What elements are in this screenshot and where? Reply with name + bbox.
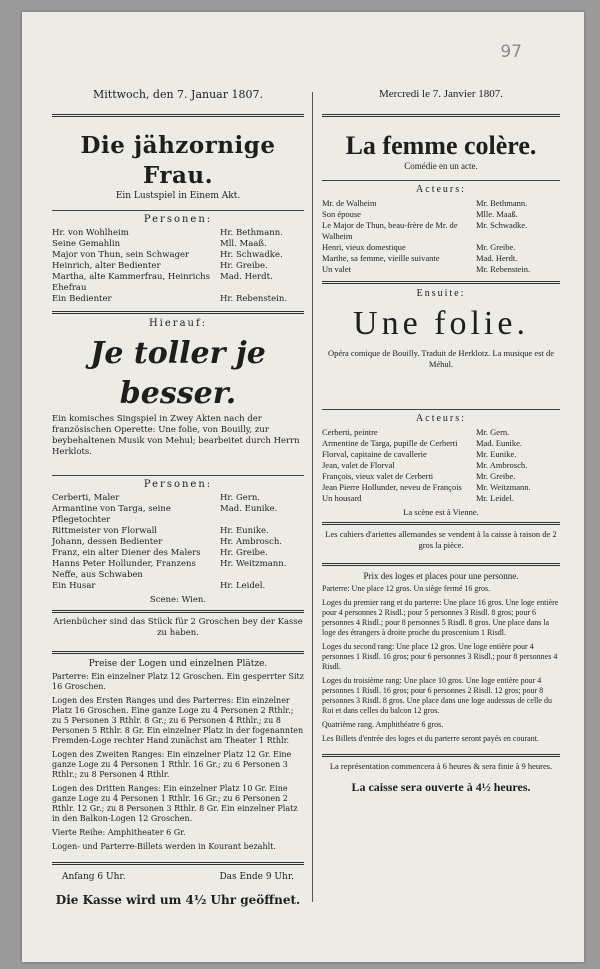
- german-date: Mittwoch, den 7. Januar 1807.: [93, 88, 263, 101]
- german-personen-label-2: Personen:: [143, 479, 213, 490]
- character-name: Son épouse: [322, 209, 361, 219]
- price-entry: Loges du premier rang et du parterre: Une place 16 gros. Une loge entière pour 4 personnes 2 Risdl.; pour 5 personnes 3 Risdl. 8 gros; pour 6 personnes 4 Risdl.; pour 8 personnes 5 Risdl. 8 gros. Une place dans la loge des étrangers à droite proche du proscenium 1 Risdl.: [322, 598, 559, 637]
- price-entry: Vierte Reihe: Amphitheater 6 Gr.: [52, 828, 186, 837]
- french-date: Mercredi le 7. Janvier 1807.: [378, 88, 503, 100]
- character-name: Cerberti, peintre: [322, 427, 378, 437]
- actor-name: Mr. Schwadke.: [476, 220, 528, 230]
- cast-row: [322, 471, 560, 482]
- character-name: Franz, ein alter Diener des Malers: [52, 548, 201, 558]
- divider: [322, 754, 560, 757]
- actor-name: Hr. Bethmann.: [220, 228, 283, 238]
- german-description-2: Ein komisches Singspiel in Zwey Akten nach der französischen Operette: Une folie, von Bouilly, zur beybehaltenen Musik von Mehul; bearbeitet durch Herrn Herklots.: [52, 414, 300, 457]
- price-entry: Parterre: Une place 12 gros. Un siège fermé 16 gros.: [322, 584, 491, 593]
- cast-row: [322, 438, 560, 449]
- german-arien-note: Arienbücher sind das Stück für 2 Groschen bey der Kasse zu haben.: [53, 617, 303, 638]
- price-entry: Les Billets d'entrée des loges et du parterre seront payés en courant.: [322, 734, 539, 743]
- french-scene: La scène est à Vienne.: [403, 507, 479, 517]
- price-entry: Loges du second rang: Une place 12 gros. Une loge entière pour 4 personnes 1 Risdl. 16 gros; pour 6 personnes 3 Risdl.; pour 8 personnes 4 Risdl.: [322, 642, 558, 671]
- price-entry: Loges du troisième rang: Une place 10 gros. Une loge entière pour 4 personnes 1 Risdl. 16 gros; pour 6 personnes 2 Risdl. 12 gros; pour 8 personnes 3 Risdl. 8 gros. Une place dans une loge audessus de celle du Roi et dans celles du balcon 12 gros.: [322, 676, 552, 715]
- actor-name: Mr. Weitzmann.: [476, 482, 531, 492]
- cast-row: [52, 548, 304, 559]
- character-name: Henri, vieux domestique: [322, 242, 406, 252]
- french-title-2: Une folie.: [353, 305, 529, 342]
- french-cast-list-1: [322, 198, 560, 275]
- actor-name: Hr. Gern.: [220, 493, 261, 503]
- character-name: Rittmeister von Florwall: [52, 526, 158, 536]
- character-name: Major von Thun, sein Schwager: [52, 250, 190, 260]
- french-description-2: Opéra comique de Bouilly. Traduit de Herklotz. La musique est de Méhul.: [327, 348, 555, 369]
- divider: [52, 651, 304, 654]
- divider: [52, 210, 304, 211]
- character-name: Armantine von Targa, seine Pflegetochter: [52, 504, 171, 525]
- cast-row: [322, 449, 560, 460]
- character-name: Florval, capitaine de cavallerie: [322, 449, 427, 459]
- divider: [52, 475, 304, 476]
- german-cast-list-1: [52, 228, 304, 305]
- french-column: [322, 88, 560, 795]
- divider: [322, 281, 560, 284]
- french-acteurs-label-2: Acteurs:: [416, 413, 466, 424]
- french-times: La représentation commencera à 6 heures & sera finie à 9 heures.: [329, 761, 553, 771]
- divider: [322, 522, 560, 525]
- actor-name: Mad. Herdt.: [220, 272, 273, 282]
- divider: [52, 311, 304, 314]
- cast-row: [52, 493, 304, 504]
- german-price-list: [52, 672, 304, 852]
- french-prices-title: Prix des loges et places pour une personne.: [363, 571, 519, 581]
- actor-name: Mll. Maaß.: [220, 239, 267, 249]
- actor-name: Hr. Schwadke.: [220, 250, 283, 260]
- actor-name: Mr. Gern.: [476, 427, 510, 437]
- french-title: La femme colère.: [345, 131, 537, 160]
- cast-row: [52, 294, 304, 305]
- actor-name: Mr. Ambrosch.: [476, 460, 528, 470]
- actor-name: Mr. Rebenstein.: [476, 264, 531, 274]
- german-start-time: Anfang 6 Uhr.: [62, 872, 126, 882]
- cast-row: [322, 264, 560, 275]
- divider: [322, 409, 560, 410]
- character-name: Le Major de Thun, beau-frère de Mr. de Walheim: [322, 220, 458, 241]
- actor-name: Hr. Leidel.: [220, 581, 266, 591]
- price-entry: Logen des Zweiten Ranges: Ein einzelner Platz 12 Gr. Eine ganze Loge zu 4 Personen 1 Rthlr. 16 Gr.; zu 6 Personen 3 Rthlr.; zu 8 Personen 4 Rthlr.: [52, 750, 292, 779]
- character-name: Jean Pierre Hollunder, neveu de François: [322, 482, 462, 492]
- french-cahiers-note: Les cahiers d'ariettes allemandes se vendent à la caisse à raison de 2 gros la pièce.: [325, 529, 557, 550]
- actor-name: Mad. Eunike.: [220, 504, 278, 514]
- divider: [52, 862, 304, 865]
- character-name: Jean, valet de Florval: [322, 460, 395, 470]
- character-name: Armentine de Targa, pupille de Cerberti: [322, 438, 458, 448]
- page-number: 97: [500, 42, 522, 62]
- cast-row: [322, 209, 560, 220]
- actor-name: Hr. Greibe.: [220, 548, 268, 558]
- german-title-2: Je toller je besser.: [90, 336, 266, 411]
- character-name: Un housard: [322, 493, 362, 503]
- german-personen-label: Personen:: [143, 214, 213, 225]
- french-price-list: [322, 584, 560, 744]
- character-name: Heinrich, alter Bedienter: [52, 261, 161, 271]
- character-name: Ein Bedienter: [52, 294, 112, 304]
- cast-row: [52, 537, 304, 548]
- price-entry: Parterre: Ein einzelner Platz 12 Groschen. Ein gesperrter Sitz 16 Groschen.: [52, 672, 304, 691]
- actor-name: Mad. Herdt.: [476, 253, 518, 263]
- cast-row: [322, 253, 560, 264]
- character-name: Seine Gemahlin: [52, 239, 121, 249]
- german-end-time: Das Ende 9 Uhr.: [219, 872, 294, 882]
- cast-row: [322, 482, 560, 493]
- actor-name: Hr. Weitzmann.: [220, 559, 287, 569]
- cast-row: [52, 250, 304, 261]
- cast-row: [52, 261, 304, 272]
- character-name: Un valet: [322, 264, 352, 274]
- cast-row: [52, 526, 304, 537]
- actor-name: Mr. Greibe.: [476, 242, 516, 252]
- divider: [52, 114, 304, 117]
- cast-row: [322, 493, 560, 504]
- character-name: Martha, alte Kammerfrau, Heinrichs Ehefrau: [52, 272, 210, 293]
- cast-row: [52, 559, 304, 581]
- german-times: [52, 869, 304, 885]
- actor-name: Mr. Eunike.: [476, 449, 517, 459]
- actor-name: Mlle. Maaß.: [476, 209, 518, 219]
- divider: [322, 114, 560, 117]
- cast-row: [322, 220, 560, 242]
- character-name: Cerberti, Maler: [52, 493, 120, 503]
- character-name: Hr. von Wohlheim: [52, 228, 129, 238]
- price-entry: Quatrième rang. Amphithéatre 6 gros.: [322, 720, 444, 729]
- divider: [322, 563, 560, 566]
- price-entry: Logen des Dritten Ranges: Ein einzelner Platz 10 Gr. Eine ganze Loge zu 4 Personen 1 Rthlr. 16 Gr.; zu 6 Personen 2 Rthlr. 12 Gr.; zu 8 Personen 3 Rthlr. 8 Gr. Ein einzelner Platz in den Balkon-Logen 12 Groschen.: [52, 784, 298, 823]
- french-subtitle: Comédie en un acte.: [404, 161, 478, 171]
- cast-row: [322, 460, 560, 471]
- character-name: Mr. de Walheim: [322, 198, 377, 208]
- character-name: François, vieux valet de Cerberti: [322, 471, 434, 481]
- german-scene: Scene: Wien.: [149, 595, 207, 605]
- cast-row: [322, 242, 560, 253]
- character-name: Hanns Peter Hollunder, Franzens Neffe, aus Schwaben: [52, 559, 196, 580]
- actor-name: Hr. Rebenstein.: [220, 294, 288, 304]
- cast-row: [52, 581, 304, 592]
- divider: [322, 180, 560, 181]
- actor-name: Hr. Eunike.: [220, 526, 269, 536]
- character-name: Johann, dessen Bedienter: [52, 537, 163, 547]
- actor-name: Mr. Leidel.: [476, 493, 515, 503]
- german-title: Die jähzornige Frau.: [80, 132, 276, 189]
- cast-row: [52, 272, 304, 294]
- column-divider: [312, 92, 313, 902]
- french-cast-list-2: [322, 427, 560, 504]
- character-name: Ein Husar: [52, 581, 96, 591]
- german-cast-list-2: [52, 493, 304, 592]
- actor-name: Mr. Bethmann.: [476, 198, 528, 208]
- french-box-office: La caisse sera ouverte à 4½ heures.: [351, 780, 531, 794]
- price-entry: Logen des Ersten Ranges und des Parterres: Ein einzelner Platz 16 Groschen. Eine ganze Loge zu 4 Personen 2 Rthlr.; zu 5 Personen 3 Rthlr. 8 Gr.; zu 6 Personen 4 Rthlr.; zu 8 Personen 5 Rthlr. 8 Gr. Ein einzelner Platz in der fogenannten Fremden-Loge rechter Hand zunächst am Theater 1 Rthlr.: [52, 696, 304, 745]
- german-subtitle: Ein Lustspiel in Einem Akt.: [115, 191, 241, 201]
- german-box-office: Die Kasse wird um 4½ Uhr geöffnet.: [55, 893, 301, 907]
- french-ensuite-label: Ensuite:: [416, 288, 466, 299]
- cast-row: [52, 504, 304, 526]
- character-name: Marthe, sa femme, vieille suivante: [322, 253, 440, 263]
- german-hierauf-label: Hierauf:: [148, 318, 208, 329]
- divider: [52, 610, 304, 613]
- cast-row: [52, 228, 304, 239]
- cast-row: [322, 198, 560, 209]
- actor-name: Hr. Greibe.: [220, 261, 268, 271]
- playbill-sheet: [22, 12, 584, 962]
- actor-name: Mad. Eunike.: [476, 438, 523, 448]
- french-acteurs-label: Acteurs:: [416, 184, 466, 195]
- actor-name: Hr. Ambrosch.: [220, 537, 283, 547]
- actor-name: Mr. Greibe.: [476, 471, 516, 481]
- price-entry: Logen- und Parterre-Billets werden in Kourant bezahlt.: [52, 842, 276, 851]
- german-column: [52, 88, 304, 907]
- cast-row: [52, 239, 304, 250]
- german-prices-title: Preise der Logen und einzelnen Plätze.: [88, 659, 268, 669]
- cast-row: [322, 427, 560, 438]
